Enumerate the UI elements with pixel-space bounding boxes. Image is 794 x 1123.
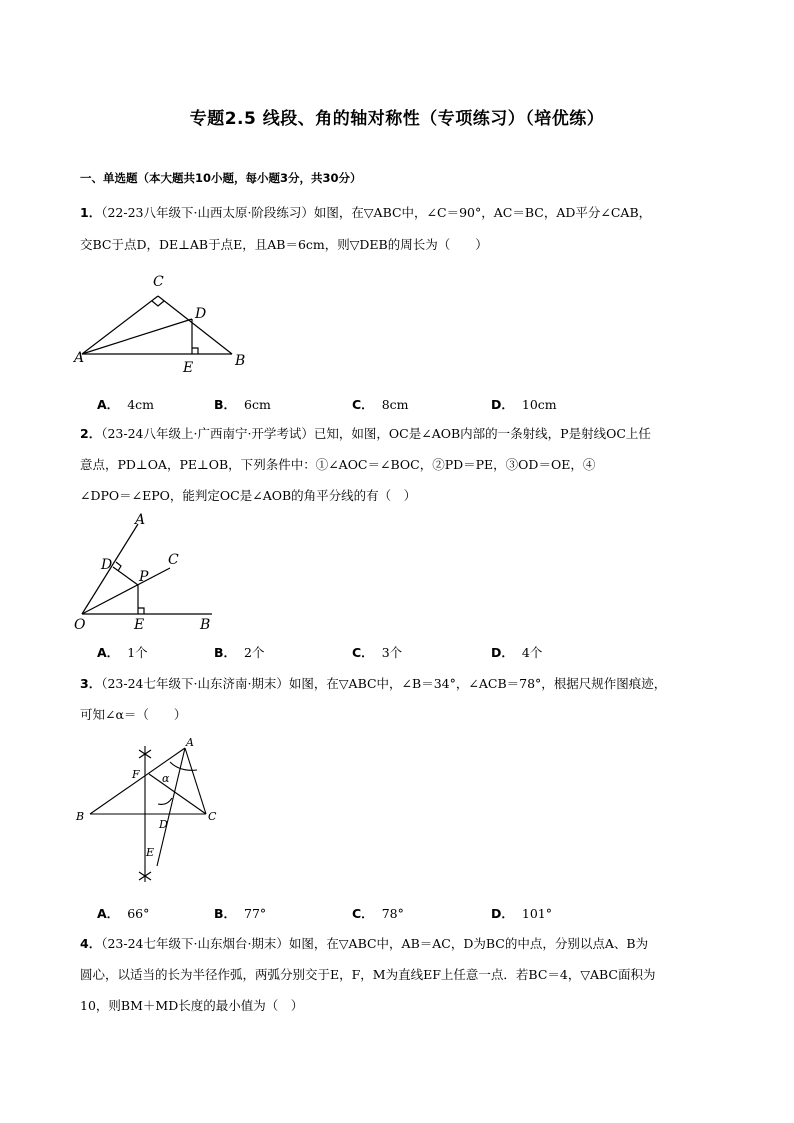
question-2-option-d[interactable]: D． 4个	[491, 645, 543, 660]
q3-bisector-ad	[157, 748, 185, 866]
question-1-number: 1．	[80, 205, 102, 220]
q2-segment-pd	[113, 567, 138, 585]
q3-arc-bottom	[158, 798, 172, 804]
question-2-option-b[interactable]: B． 2个	[214, 645, 265, 660]
question-3-option-c[interactable]: C． 78°	[352, 906, 404, 921]
question-1-option-d[interactable]: D． 10cm	[491, 397, 557, 412]
question-3-figure	[72, 732, 232, 888]
q2-label-o: O	[74, 617, 86, 633]
q3-side-ac	[185, 748, 206, 814]
q2-label-p: P	[139, 569, 149, 585]
page-title: 专题2.5 线段、角的轴对称性（专项练习）（培优练）	[189, 109, 605, 129]
question-4-line-3: 10，则BM＋MD长度的最小值为（ ）	[80, 998, 304, 1013]
q1-label-e: E	[183, 360, 194, 376]
question-3-number: 3．	[80, 676, 102, 691]
q2-label-d: D	[101, 557, 113, 573]
question-2-figure	[72, 512, 222, 632]
question-1-option-a[interactable]: A． 4cm	[97, 397, 154, 412]
question-2-number: 2．	[80, 426, 102, 441]
question-2-line-1: 2．（23-24八年级上·广西南宁·开学考试）已知，如图，OC是∠AOB内部的一条射线，P是射线OC上任	[80, 426, 651, 441]
question-4-number: 4．	[80, 936, 102, 951]
q2-label-a: A	[135, 512, 146, 528]
q2-ray-oc	[82, 568, 170, 614]
question-3-line-1: 3．（23-24七年级下·山东济南·期末）如图，在▽ABC中，∠B＝34°，∠ACB＝78°，根据尺规作图痕迹，	[80, 676, 667, 691]
q1-segment-ad	[82, 319, 192, 354]
q1-right-angle-e	[192, 348, 198, 354]
q3-arc-top	[170, 762, 197, 770]
question-1-line-2: 交BC于点D，DE⊥AB于点E，且AB＝6cm，则▽DEB的周长为（ ）	[80, 237, 488, 252]
q1-label-d: D	[195, 306, 207, 322]
question-1-option-b[interactable]: B． 6cm	[214, 397, 271, 412]
q2-label-b: B	[200, 617, 211, 633]
q3-label-c: C	[208, 810, 217, 823]
question-3-line-2: 可知∠α＝（ ）	[80, 707, 187, 722]
question-4-line-2: 圆心，以适当的长为半径作弧，两弧分别交于E，F，M为直线EF上任意一点．若BC＝4，▽ABC面积为	[80, 967, 656, 982]
question-2-option-a[interactable]: A． 1个	[97, 645, 148, 660]
q3-label-e: E	[146, 846, 155, 859]
section-heading: 一、单选题（本大题共10小题，每小题3分，共30分）	[80, 171, 362, 185]
q1-right-angle-c	[152, 301, 164, 306]
question-2-option-c[interactable]: C． 3个	[352, 645, 403, 660]
q2-label-e: E	[134, 617, 145, 633]
q3-label-alpha: α	[162, 772, 170, 785]
q3-side-ba	[90, 748, 185, 814]
q1-label-c: C	[153, 274, 164, 290]
q1-side-ca	[82, 296, 158, 354]
q3-label-f: F	[132, 768, 140, 781]
question-3-option-d[interactable]: D． 101°	[491, 906, 552, 921]
question-1-line-1: 1．（22-23八年级下·山西太原·阶段练习）如图，在▽ABC中，∠C＝90°，AC＝BC，AD平分∠CAB，	[80, 205, 652, 220]
q3-label-d: D	[159, 818, 168, 831]
question-3-option-a[interactable]: A． 66°	[97, 906, 150, 921]
q1-label-b: B	[235, 353, 246, 369]
q3-label-b: B	[76, 810, 85, 823]
q1-label-a: A	[74, 350, 85, 366]
q2-right-angle-e	[138, 608, 144, 614]
q1-side-cb	[158, 296, 232, 354]
q2-label-c: C	[168, 552, 179, 568]
question-2-line-3: ∠DPO＝∠EPO，能判定OC是∠AOB的角平分线的有（ ）	[80, 488, 417, 503]
question-2-line-2: 意点，PD⊥OA，PE⊥OB，下列条件中：①∠AOC＝∠BOC，②PD＝PE，③OD＝OE，④	[80, 457, 596, 472]
question-1-option-c[interactable]: C． 8cm	[352, 397, 409, 412]
question-3-option-b[interactable]: B． 77°	[214, 906, 267, 921]
question-4-line-1: 4．（23-24七年级下·山东烟台·期末）如图，在▽ABC中，AB＝AC，D为BC的中点，分别以点A、B为	[80, 936, 649, 951]
q3-label-a: A	[186, 736, 194, 749]
question-1-figure	[70, 262, 270, 377]
